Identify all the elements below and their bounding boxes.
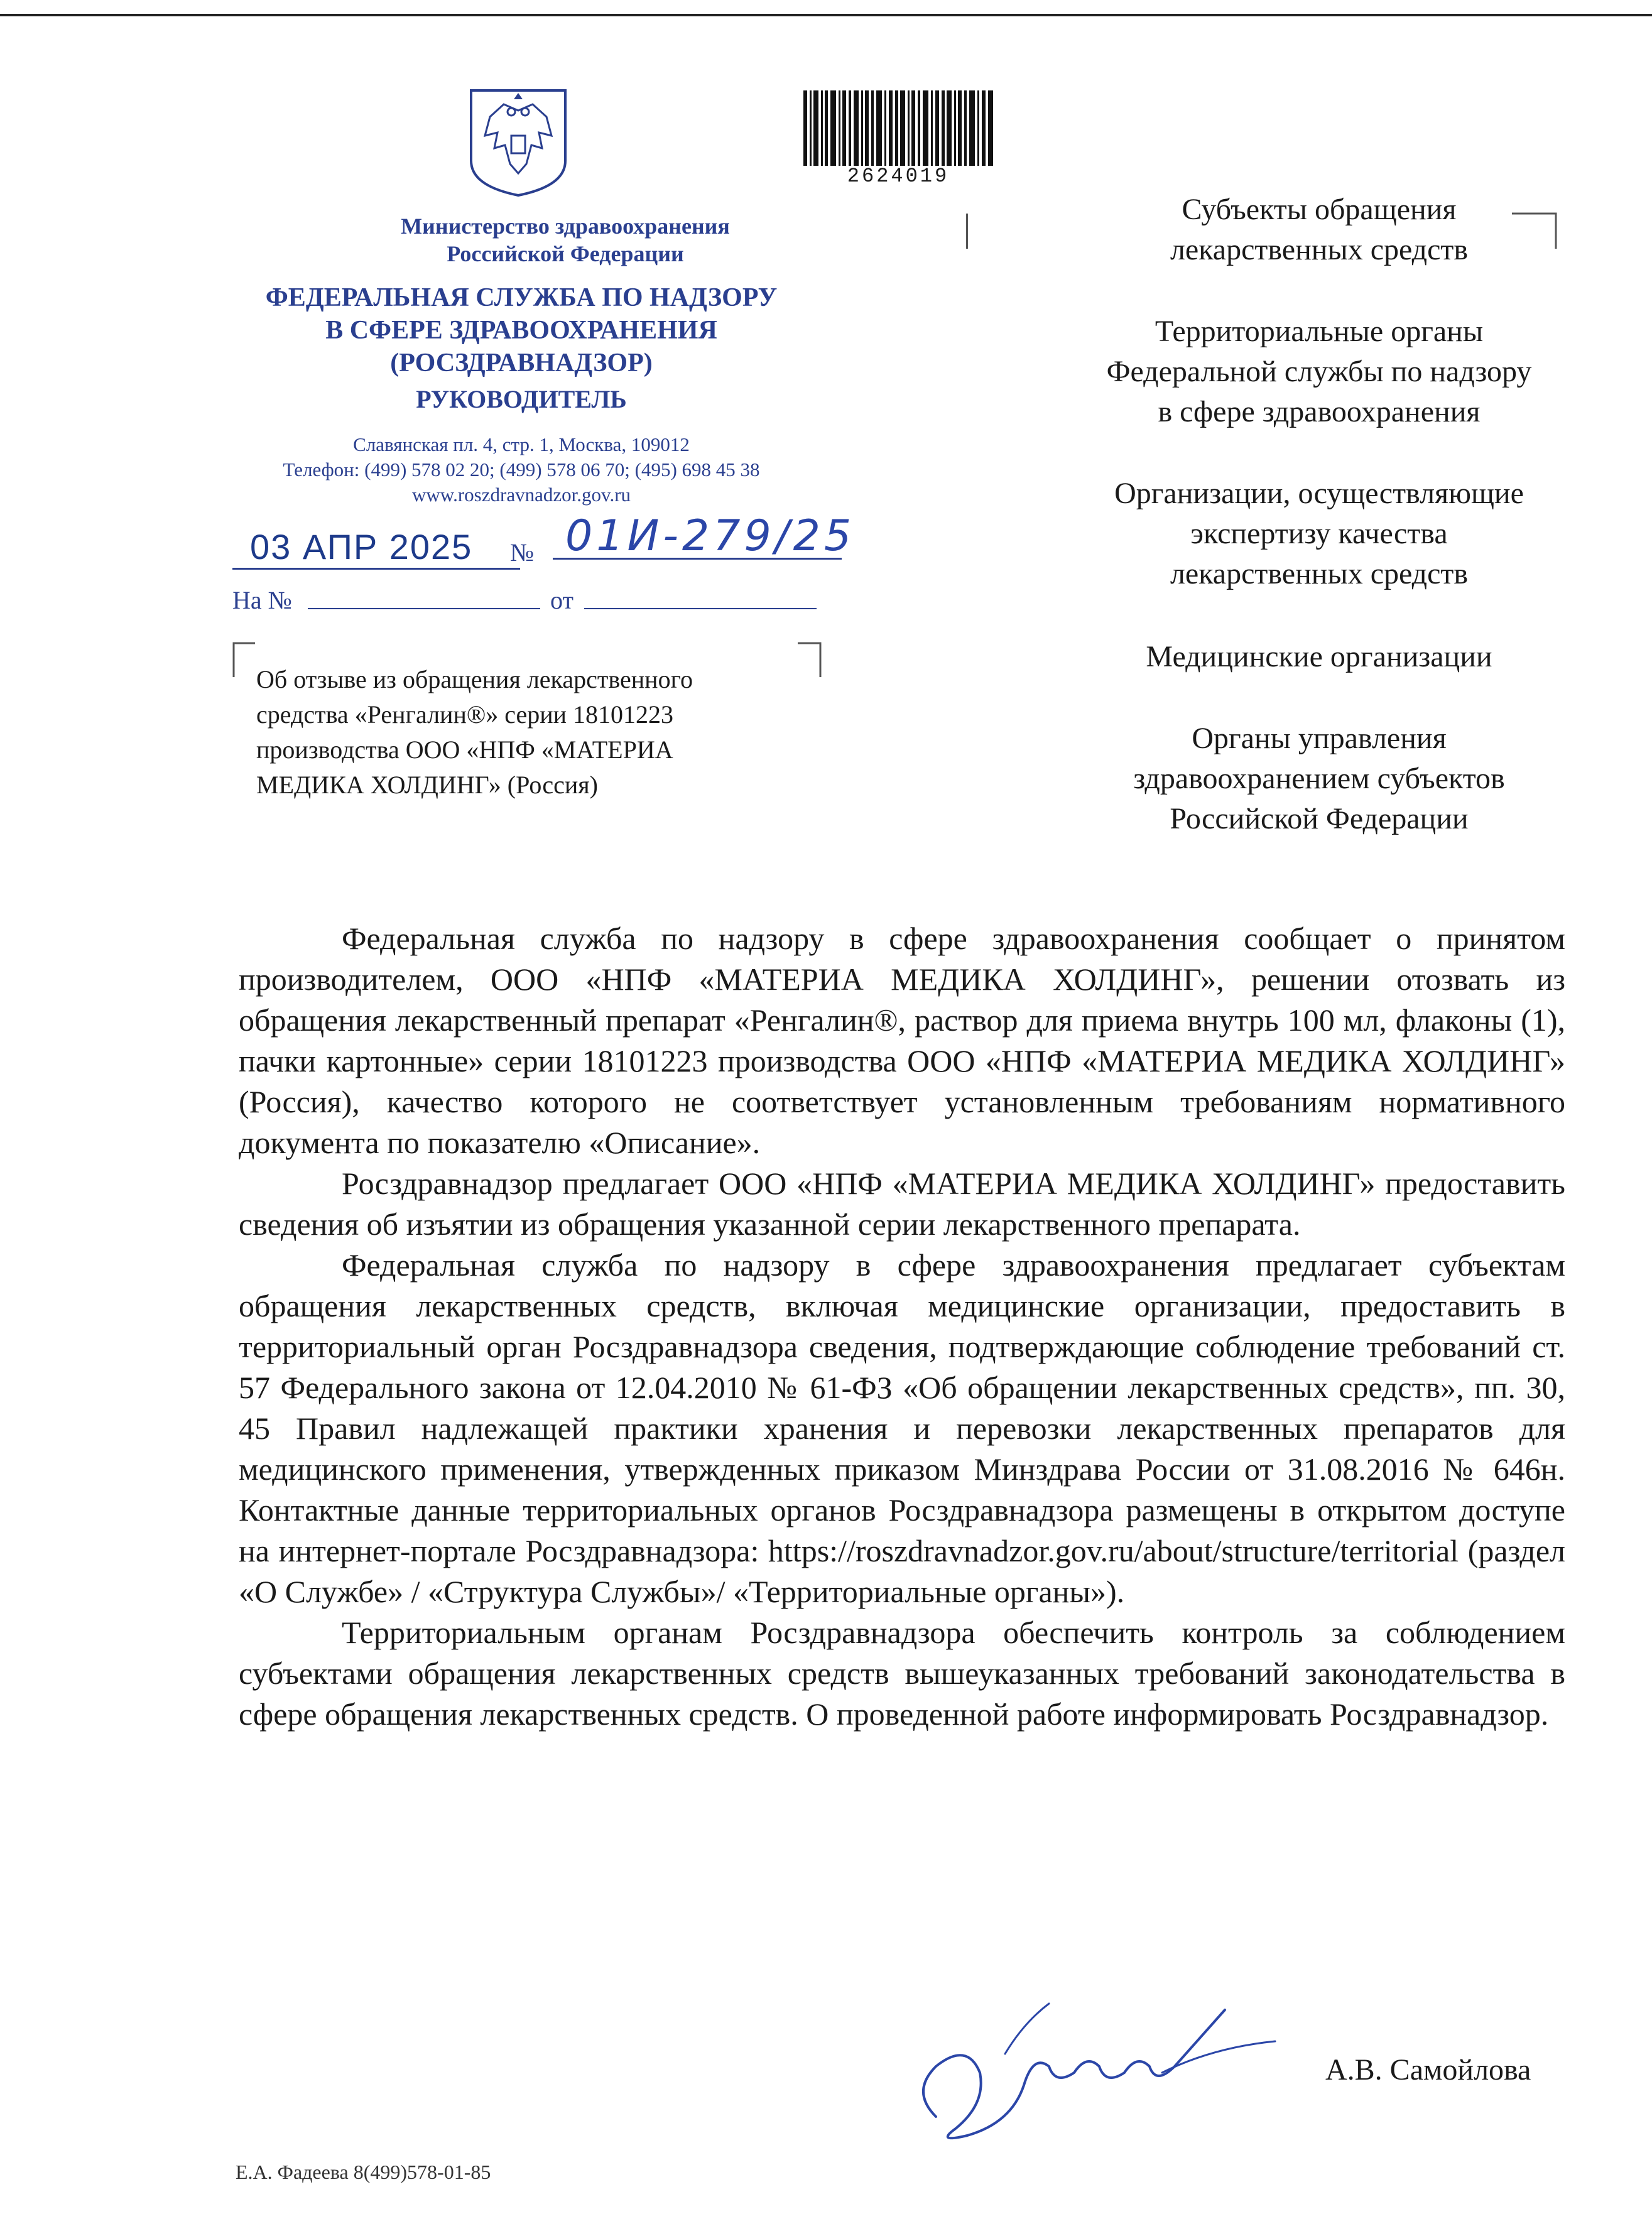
service-name: ФЕДЕРАЛЬНАЯ СЛУЖБА ПО НАДЗОРУ В СФЕРЕ ЗДРАВООХРАНЕНИЯ (РОСЗДРАВНАДЗОР) bbox=[265, 283, 778, 377]
addressee-5: Органы управления здравоохранением субъектов Российской Федерации bbox=[1133, 722, 1505, 835]
position-title: РУКОВОДИТЕЛЬ bbox=[416, 385, 627, 413]
addressee-3: Организации, осуществляющие экспертизу качества лекарственных средств bbox=[1114, 477, 1524, 590]
phone-numbers: Телефон: (499) 578 02 20; (499) 578 06 70; (495) 698 45 38 bbox=[283, 459, 760, 480]
coat-of-arms-icon bbox=[466, 85, 570, 198]
registration-mark bbox=[966, 214, 968, 249]
reply-number-label: На № bbox=[232, 586, 292, 614]
number-label: № bbox=[510, 538, 535, 567]
barcode-icon bbox=[801, 88, 997, 168]
outgoing-date: 03 АПР 2025 bbox=[232, 526, 520, 570]
top-edge-line bbox=[0, 14, 1652, 16]
letter-body bbox=[239, 918, 1565, 1735]
reply-date-line bbox=[584, 608, 817, 609]
body-paragraph: Федеральная служба по надзору в сфере здравоохранения предлагает субъектам обращения лекарственных средств, включая медицинские организации, предоставить в территориальный орган Росздравнадзора сведения, подтверждающие соблюдение требований ст. 57 Федерального закона от 12.04.2010 № 61-ФЗ «Об обращении лекарственных средств», пп. 30, 45 Правил надлежащей практики хранения и перевозки лекарственных препаратов для медицинского применения, утвержденных приказом Минздрава России от 31.08.2016 № 646н. Контактные данные территориальных органов Росздравнадзора размещены в открытом доступе на интернет-портале Росздравнадзора: https://roszdravnadzor.gov.ru/about/structure/territorial (раздел «О Службе» / «Структура Службы»/ «Территориальные органы»). bbox=[239, 1247, 1565, 1609]
reply-number-line bbox=[308, 608, 540, 609]
letter-subject: Об отзыве из обращения лекарственного средства «Ренгалин®» серии 18101223 производства ООО «НПФ «МАТЕРИА МЕДИКА ХОЛДИНГ» (Россия) bbox=[256, 665, 693, 799]
executor-contact: Е.А. Фадеева 8(499)578-01-85 bbox=[236, 2161, 491, 2183]
body-paragraph: Федеральная служба по надзору в сфере здравоохранения сообщает о принятом производителем, ООО «НПФ «МАТЕРИА МЕДИКА ХОЛДИНГ», решении отозвать из обращения лекарственный препарат «Ренгалин®, раствор для приема внутрь 100 мл, флаконы (1), пачки картонные» серии 18101223 производства ООО «НПФ «МАТЕРИА МЕДИКА ХОЛДИНГ» (Россия), качество которого не соответствует установленным требованиям нормативного документа по показателю «Описание». bbox=[239, 921, 1565, 1160]
addressee-2: Территориальные органы Федеральной службы по надзору в сфере здравоохранения bbox=[1106, 315, 1532, 428]
addressee-1: Субъекты обращения лекарственных средств bbox=[1170, 193, 1469, 266]
body-paragraph: Росздравнадзор предлагает ООО «НПФ «МАТЕРИА МЕДИКА ХОЛДИНГ» предоставить сведения об изъятии из обращения указанной серии лекарственного препарата. bbox=[239, 1166, 1565, 1242]
ministry-name: Министерство здравоохранения Российской Федерации bbox=[401, 214, 730, 266]
addressee-4: Медицинские организации bbox=[1146, 640, 1492, 673]
outgoing-number: 01И-279/25 bbox=[553, 511, 842, 560]
contact-block bbox=[188, 432, 854, 507]
body-paragraph: Территориальным органам Росздравнадзора обеспечить контроль за соблюдением субъектами обращения лекарственных средств вышеуказанных требований законодательства в сфере обращения лекарственных средств. О проведенной работе информировать Росздравнадзор. bbox=[239, 1615, 1565, 1732]
website: www.roszdravnadzor.gov.ru bbox=[411, 484, 631, 506]
handwritten-signature bbox=[898, 1978, 1288, 2148]
barcode-number: 2624019 bbox=[847, 165, 950, 188]
reply-date-label: от bbox=[550, 586, 573, 614]
postal-address: Славянская пл. 4, стр. 1, Москва, 109012 bbox=[353, 433, 690, 455]
signatory-name: А.В. Самойлова bbox=[1325, 2053, 1531, 2086]
